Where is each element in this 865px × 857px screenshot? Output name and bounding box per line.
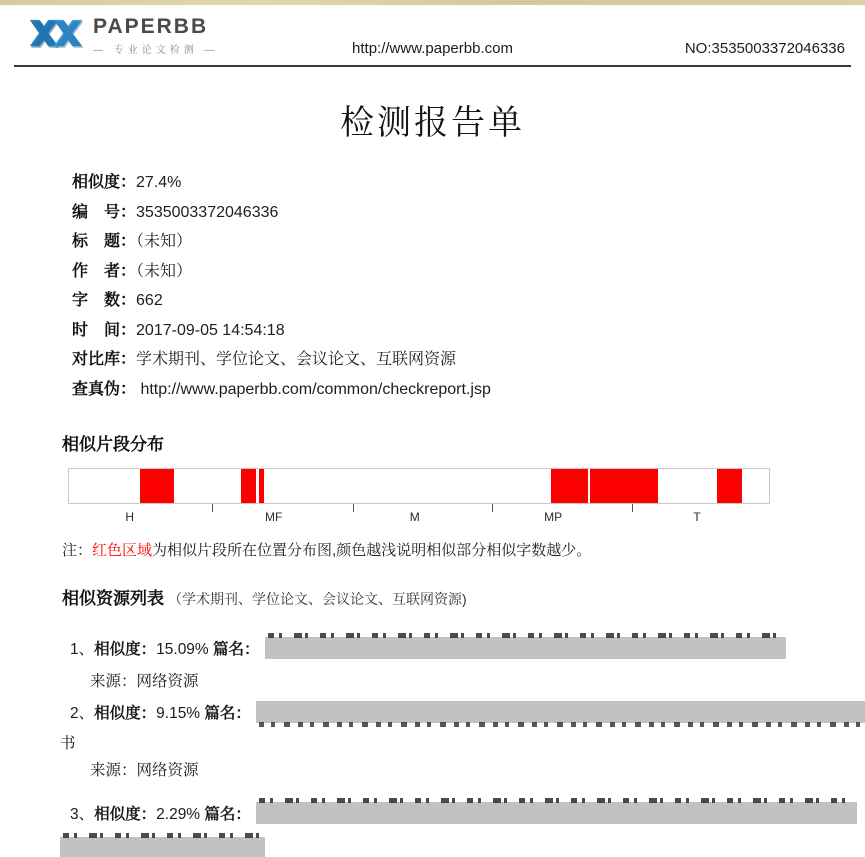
info-row-similarity xyxy=(72,168,865,198)
info-value: 3535003372046336 xyxy=(136,203,279,221)
list-item xyxy=(60,695,865,729)
brand-name: PAPERBB xyxy=(93,14,209,38)
distribution-heading: 相似片段分布 xyxy=(62,435,164,454)
similarity-label: 相似度： xyxy=(94,806,157,823)
title-label: 篇名： xyxy=(204,705,251,722)
redacted-title-bar xyxy=(256,802,857,824)
similarity-value: 9.15% xyxy=(156,705,201,722)
source-label: 来源： xyxy=(90,673,137,690)
item-index: 1、 xyxy=(70,641,95,658)
resources-heading-text: 相似资源列表 xyxy=(62,589,164,608)
info-label: 作 者： xyxy=(72,262,137,280)
similarity-value: 15.09% xyxy=(156,641,209,658)
similar-resources-list xyxy=(60,631,865,857)
similarity-distribution-bar xyxy=(68,468,770,504)
item-index: 3、 xyxy=(70,806,95,823)
info-value: 662 xyxy=(136,292,163,309)
axis-label-mf: MF xyxy=(265,510,283,524)
info-value: 2017-09-05 14:54:18 xyxy=(136,321,285,339)
brand-tagline: — 专业论文检测 — xyxy=(93,45,219,57)
report-info-block xyxy=(72,168,865,404)
axis-label-t: T xyxy=(693,510,701,524)
info-row-word-count xyxy=(72,286,865,316)
resources-heading xyxy=(62,584,865,609)
info-row-time xyxy=(72,316,865,346)
verify-url-link[interactable]: http://www.paperbb.com/common/checkreport.jsp xyxy=(136,380,491,398)
info-row-paper-title xyxy=(72,227,865,257)
redacted-title-bar xyxy=(265,637,786,659)
info-value: （未知） xyxy=(136,262,193,280)
info-value: 学术期刊、学位论文、会议论文、互联网资源 xyxy=(136,351,457,368)
title-overflow-text: 书 xyxy=(60,734,76,752)
page-title: 检测报告单 xyxy=(340,104,525,142)
info-label: 标 题： xyxy=(72,233,137,250)
axis-tick xyxy=(353,504,354,512)
title-overflow-row xyxy=(60,729,865,754)
info-row-number xyxy=(72,198,865,228)
paperbb-logo-icon xyxy=(28,10,84,61)
axis-tick xyxy=(632,504,633,512)
note-text: 为相似片段所在位置分布图,颜色越浅说明相似部分相似字数越少。 xyxy=(152,542,592,559)
item-index: 2、 xyxy=(70,705,95,722)
similarity-value: 2.29% xyxy=(156,806,201,823)
info-row-databases xyxy=(72,345,865,375)
info-label: 查真伪： xyxy=(72,380,137,398)
resources-heading-note: （学术期刊、学位论文、会议论文、互联网资源) xyxy=(168,591,467,607)
source-value: 网络资源 xyxy=(136,762,199,779)
source-value: 网络资源 xyxy=(136,673,199,690)
report-number: NO:3535003372046336 xyxy=(684,40,845,57)
info-row-author xyxy=(72,257,865,287)
info-value: （未知） xyxy=(136,233,193,250)
site-url-link[interactable]: http://www.paperbb.com xyxy=(352,40,513,57)
similarity-segment xyxy=(259,469,265,503)
title-label: 篇名： xyxy=(204,806,251,823)
axis-tick xyxy=(492,504,493,512)
list-item-text xyxy=(70,802,251,824)
axis-label-m: M xyxy=(409,510,420,524)
info-value: 27.4% xyxy=(136,174,182,191)
list-item xyxy=(60,631,865,665)
redacted-title-overflow-bar xyxy=(60,837,265,857)
info-label: 字 数： xyxy=(72,292,137,309)
axis-label-h: H xyxy=(125,510,135,524)
report-header xyxy=(14,5,851,67)
similarity-segment xyxy=(241,469,256,503)
similarity-label: 相似度： xyxy=(94,705,157,722)
brand-logo xyxy=(28,10,219,61)
list-item-text xyxy=(70,701,251,723)
axis-label-mp: MP xyxy=(544,510,563,524)
source-label: 来源： xyxy=(90,762,137,779)
similarity-segment xyxy=(551,469,587,503)
note-red-highlight: 红色区域 xyxy=(92,542,153,559)
similarity-segment xyxy=(590,469,658,503)
source-row xyxy=(60,754,865,784)
distribution-axis xyxy=(68,504,770,526)
info-label: 编 号： xyxy=(72,203,137,221)
similarity-segment xyxy=(717,469,742,503)
list-item xyxy=(60,796,865,830)
similarity-label: 相似度： xyxy=(94,641,157,658)
list-item-text xyxy=(70,637,260,659)
info-label: 时 间： xyxy=(72,321,137,339)
similarity-segment xyxy=(140,469,174,503)
info-row-verify-url xyxy=(72,375,865,405)
info-label: 对比库： xyxy=(72,351,137,368)
axis-tick xyxy=(212,504,213,512)
distribution-note xyxy=(62,539,865,560)
redacted-title-bar xyxy=(256,701,865,723)
source-row xyxy=(60,665,865,695)
note-prefix: 注： xyxy=(62,542,93,559)
info-label: 相似度： xyxy=(72,174,137,191)
title-label: 篇名： xyxy=(213,641,260,658)
